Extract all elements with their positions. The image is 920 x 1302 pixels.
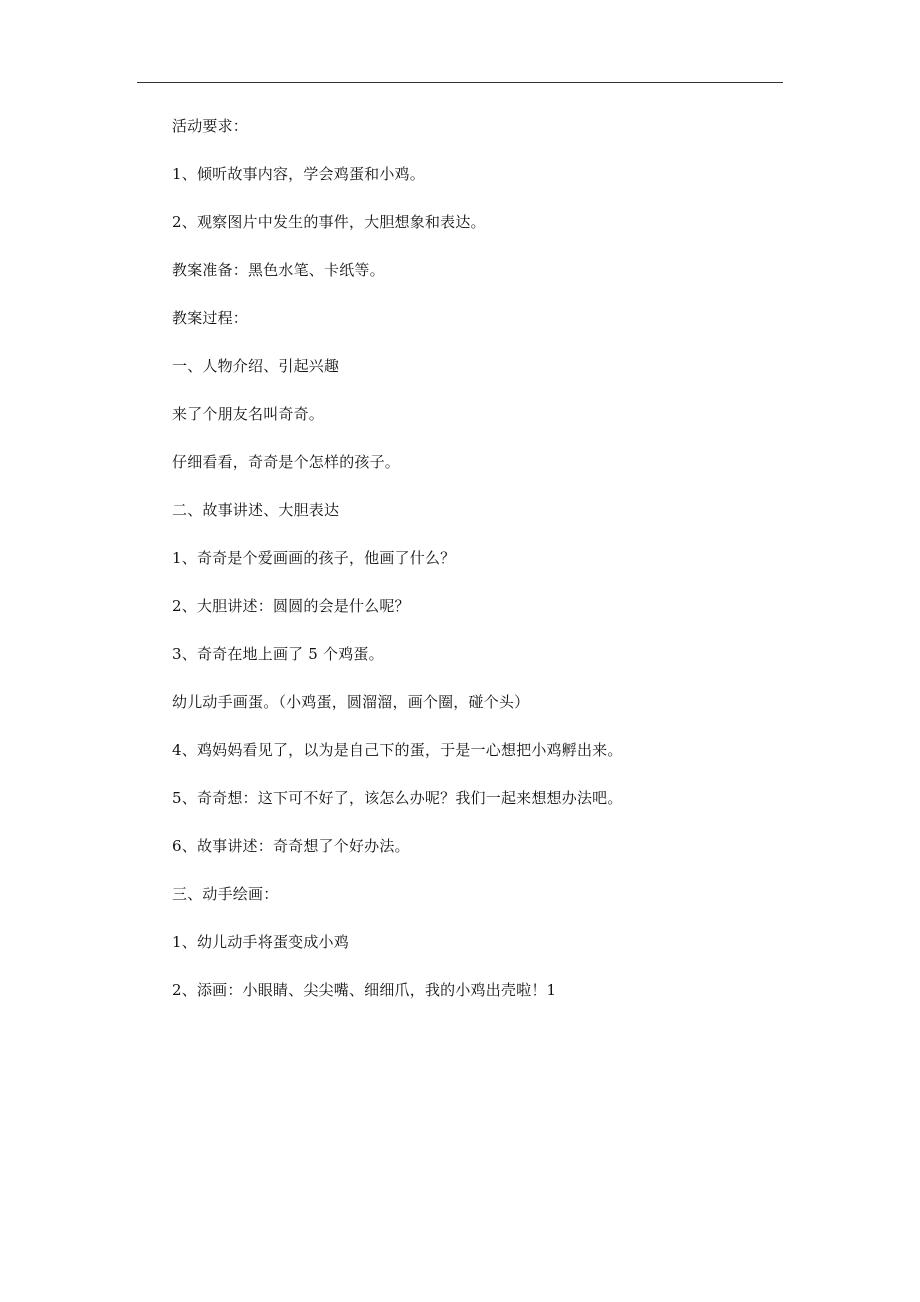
header-rule (137, 82, 783, 83)
paragraph: 幼儿动手画蛋。（小鸡蛋，圆溜溜，画个圈，碰个头） (172, 693, 530, 711)
paragraph: 1、幼儿动手将蛋变成小鸡 (172, 933, 349, 951)
section-heading: 一、人物介绍、引起兴趣 (172, 357, 340, 375)
paragraph: 来了个朋友名叫奇奇。 (172, 405, 325, 423)
paragraph: 教案准备：黑色水笔、卡纸等。 (172, 261, 385, 279)
paragraph: 教案过程： (172, 309, 249, 327)
paragraph: 3、奇奇在地上画了 5 个鸡蛋。 (172, 645, 384, 663)
paragraph: 5、奇奇想：这下可不好了，该怎么办呢？我们一起来想想办法吧。 (172, 789, 623, 807)
paragraph: 2、添画：小眼睛、尖尖嘴、细细爪，我的小鸡出壳啦！1 (172, 981, 557, 999)
paragraph: 4、鸡妈妈看见了，以为是自己下的蛋，于是一心想把小鸡孵出来。 (172, 741, 623, 759)
paragraph: 2、观察图片中发生的事件，大胆想象和表达。 (172, 213, 486, 231)
paragraph: 1、奇奇是个爱画画的孩子，他画了什么？ (172, 549, 456, 567)
paragraph: 活动要求： (172, 117, 249, 135)
document-body (172, 114, 772, 1026)
section-heading: 二、故事讲述、大胆表达 (172, 501, 340, 519)
paragraph: 1、倾听故事内容，学会鸡蛋和小鸡。 (172, 165, 425, 183)
paragraph: 6、故事讲述：奇奇想了个好办法。 (172, 837, 410, 855)
section-heading: 三、动手绘画： (172, 885, 279, 903)
paragraph: 仔细看看，奇奇是个怎样的孩子。 (172, 453, 401, 471)
paragraph: 2、大胆讲述：圆圆的会是什么呢？ (172, 597, 410, 615)
